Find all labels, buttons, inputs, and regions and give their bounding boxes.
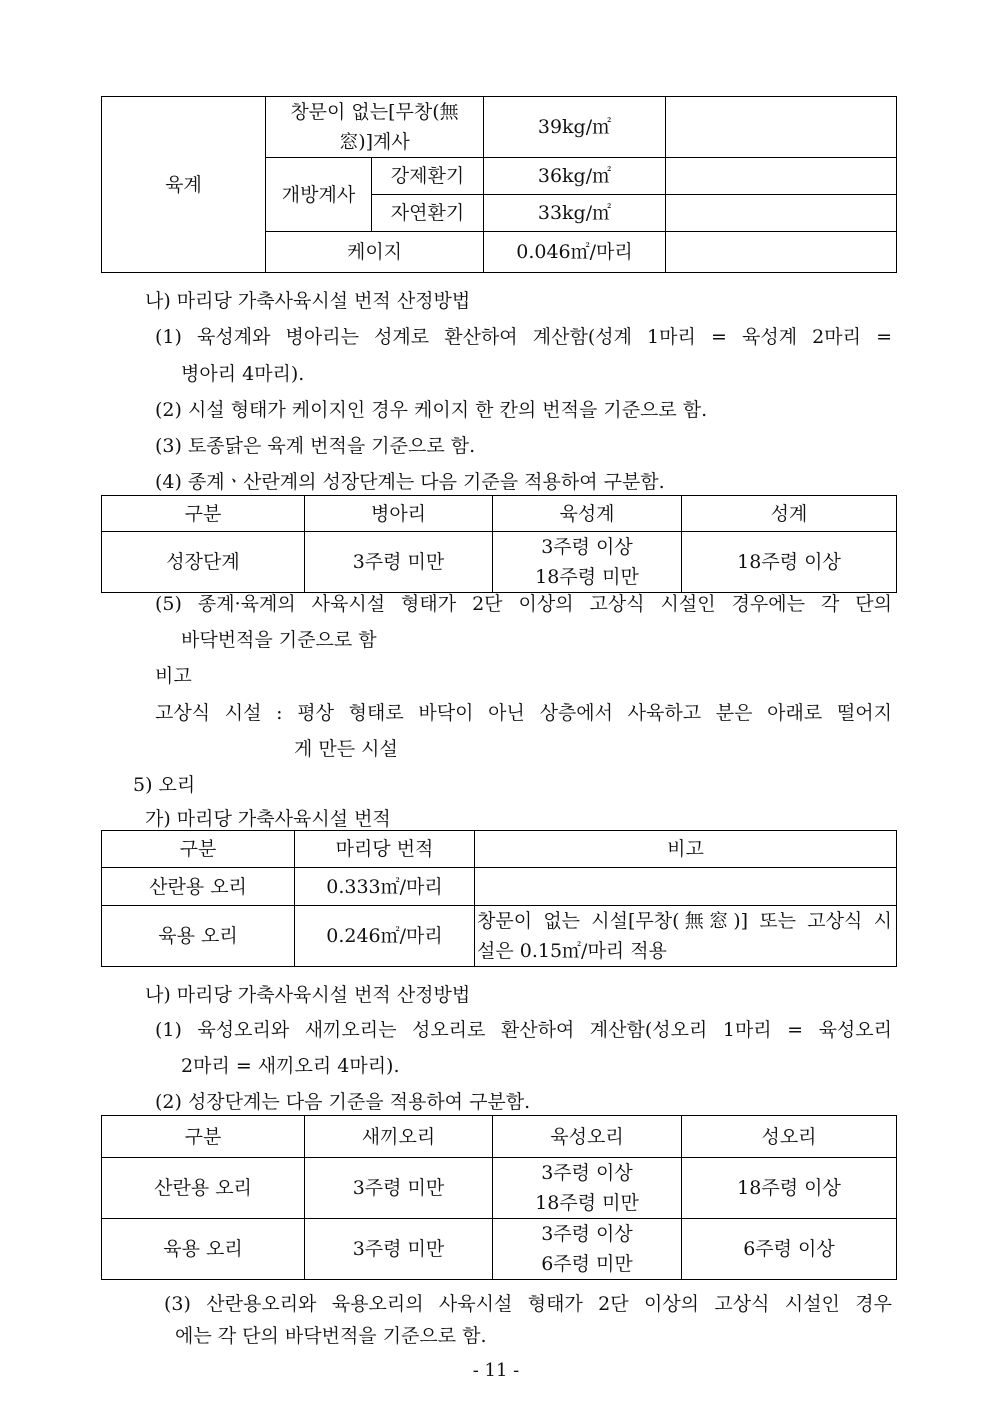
header-cell: 비고 — [475, 831, 897, 868]
data-cell: 3주령 이상 18주령 미만 — [493, 1158, 682, 1219]
header-cell: 육성계 — [493, 496, 682, 532]
paragraph: 에는 각 단의 바닥번적을 기준으로 함. — [175, 1325, 487, 1347]
data-cell: 18주령 이상 — [682, 532, 897, 593]
windowless-value-cell: 39kg/㎡ — [484, 97, 666, 158]
paragraph: (1) 육성오리와 새끼오리는 성오리로 환산하여 계산함(성오리 1마리 = 육성오리 — [155, 1019, 892, 1041]
empty-cell — [666, 195, 897, 232]
row-label-cell: 육용 오리 — [102, 1219, 305, 1280]
remark-text: 고상식 시설 : 평상 형태로 바닥이 아닌 상층에서 사육하고 분은 아래로 떨어지 — [155, 702, 892, 724]
row-label-cell: 성장단계 — [102, 532, 305, 593]
empty-cell — [666, 232, 897, 273]
paragraph: (3) 토종닭은 육계 번적을 기준으로 함. — [155, 435, 476, 457]
section-heading: 5) 오리 — [133, 774, 196, 796]
page-number: - 11 - — [472, 1360, 520, 1381]
natural-vent-value-cell: 33kg/㎡ — [484, 195, 666, 232]
cage-value-cell: 0.046㎡/마리 — [484, 232, 666, 273]
header-cell: 구분 — [102, 831, 295, 868]
header-cell: 병아리 — [305, 496, 493, 532]
windowless-house-cell: 창문이 없는[무창(無 窓)]계사 — [266, 97, 484, 158]
growth-stage-table — [101, 495, 897, 593]
paragraph: (1) 육성계와 병아리는 성계로 환산하여 계산함(성계 1마리 = 육성계 2마리 = — [155, 326, 892, 348]
paragraph: 병아리 4마리). — [181, 363, 305, 385]
empty-cell — [666, 97, 897, 158]
row-label-cell: 산란용 오리 — [102, 868, 295, 906]
paragraph: (2) 성장단계는 다음 기준을 적용하여 구분함. — [155, 1091, 531, 1113]
note-cell — [475, 868, 897, 906]
cage-cell: 케이지 — [266, 232, 484, 273]
header-cell: 마리당 번적 — [295, 831, 475, 868]
broiler-density-table — [101, 96, 897, 273]
forced-vent-cell: 강제환기 — [372, 158, 484, 195]
duck-growth-stage-table — [101, 1115, 897, 1280]
section-heading: 나) 마리당 가축사육시설 번적 산정방법 — [145, 290, 471, 312]
section-heading: 나) 마리당 가축사육시설 번적 산정방법 — [145, 984, 471, 1006]
header-cell: 새끼오리 — [305, 1116, 493, 1158]
paragraph: (3) 산란용오리와 육용오리의 사육시설 형태가 2단 이상의 고상식 시설인 경우 — [164, 1293, 892, 1315]
data-cell: 3주령 미만 — [305, 1158, 493, 1219]
duck-density-table — [101, 830, 897, 967]
data-cell: 3주령 이상 6주령 미만 — [493, 1219, 682, 1280]
paragraph: (5) 종계·육계의 사육시설 형태가 2단 이상의 고상식 시설인 경우에는 각 단의 — [155, 593, 892, 615]
data-cell: 0.333㎡/마리 — [295, 868, 475, 906]
paragraph: 2마리 = 새끼오리 4마리). — [181, 1055, 400, 1077]
forced-vent-value-cell: 36kg/㎡ — [484, 158, 666, 195]
remark-text: 게 만든 시설 — [294, 738, 398, 760]
data-cell: 6주령 이상 — [682, 1219, 897, 1280]
row-label-cell: 육용 오리 — [102, 906, 295, 967]
header-cell: 성계 — [682, 496, 897, 532]
data-cell: 3주령 미만 — [305, 1219, 493, 1280]
data-cell: 3주령 미만 — [305, 532, 493, 593]
header-cell: 구분 — [102, 496, 305, 532]
data-cell: 3주령 이상 18주령 미만 — [493, 532, 682, 593]
header-cell: 성오리 — [682, 1116, 897, 1158]
data-cell: 18주령 이상 — [682, 1158, 897, 1219]
note-cell: 창문이 없는 시설[무창(無窓)] 또는 고상식 시 설은 0.15㎡/마리 적용 — [475, 906, 897, 967]
empty-cell — [666, 158, 897, 195]
paragraph: 바닥번적을 기준으로 함 — [181, 629, 377, 651]
paragraph: (4) 종계ㆍ산란계의 성장단계는 다음 기준을 적용하여 구분함. — [155, 471, 665, 493]
header-cell: 육성오리 — [493, 1116, 682, 1158]
header-cell: 구분 — [102, 1116, 305, 1158]
section-heading: 가) 마리당 가축사육시설 번적 — [145, 808, 391, 830]
natural-vent-cell: 자연환기 — [372, 195, 484, 232]
paragraph: (2) 시설 형태가 케이지인 경우 케이지 한 칸의 번적을 기준으로 함. — [155, 399, 708, 421]
data-cell: 0.246㎡/마리 — [295, 906, 475, 967]
open-house-cell: 개방계사 — [266, 158, 372, 232]
broiler-group-cell: 육계 — [102, 97, 266, 273]
row-label-cell: 산란용 오리 — [102, 1158, 305, 1219]
remark-label: 비고 — [155, 665, 192, 687]
